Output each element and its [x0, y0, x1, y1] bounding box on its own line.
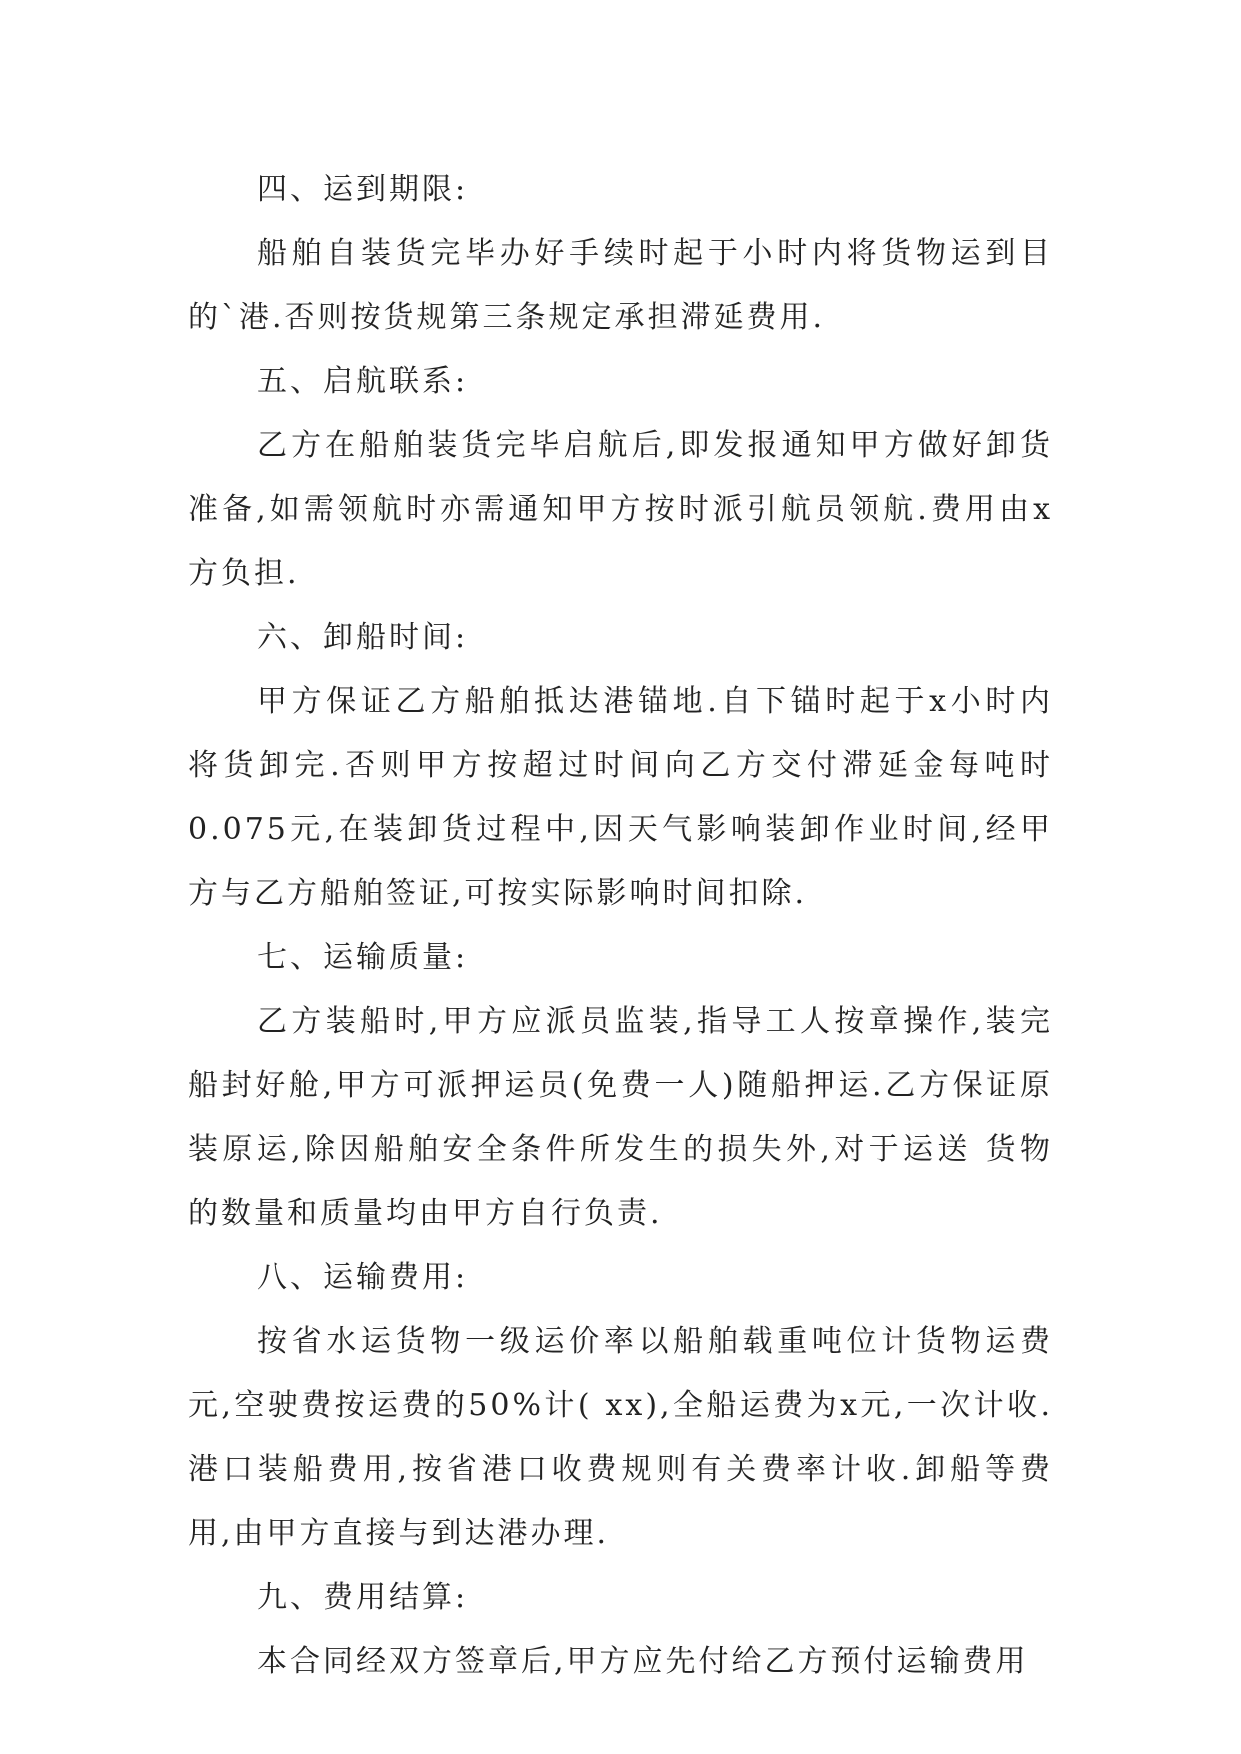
paragraph-line: 方与乙方船舶签证,可按实际影响时间扣除.	[188, 876, 808, 911]
paragraph-line: 甲方保证乙方船舶抵达港锚地.自下锚时起于x小时内	[257, 684, 1053, 719]
paragraph-line: 船舶自装货完毕办好手续时起于小时内将货物运到目	[257, 236, 1053, 271]
paragraph-line: 乙方在船舶装货完毕启航后,即发报通知甲方做好卸货	[257, 428, 1053, 463]
paragraph-line: 乙方装船时,甲方应派员监装,指导工人按章操作,装完	[257, 1004, 1053, 1039]
paragraph-line: 用,由甲方直接与到达港办理.	[188, 1516, 610, 1551]
paragraph-line: 准备,如需领航时亦需通知甲方按时派引航员领航.费用由x	[188, 492, 1053, 527]
paragraph-line: 港口装船费用,按省港口收费规则有关费率计收.卸船等费	[188, 1452, 1053, 1487]
section-heading: 九、费用结算:	[257, 1580, 469, 1615]
paragraph-line: 的`港.否则按货规第三条规定承担滞延费用.	[188, 300, 826, 335]
section-heading: 八、运输费用:	[257, 1260, 469, 1295]
section-heading: 四、运到期限:	[257, 172, 469, 207]
paragraph-line: 装原运,除因船舶安全条件所发生的损失外,对于运送 货物	[188, 1132, 1053, 1167]
paragraph-line: 将货卸完.否则甲方按超过时间向乙方交付滞延金每吨时	[188, 748, 1053, 783]
paragraph-line: 按省水运货物一级运价率以船舶载重吨位计货物运费	[257, 1324, 1053, 1359]
paragraph-line: 元,空驶费按运费的50%计( xx),全船运费为x元,一次计收.	[188, 1388, 1053, 1423]
paragraph-line: 0.075元,在装卸货过程中,因天气影响装卸作业时间,经甲	[188, 812, 1053, 847]
section-heading: 七、运输质量:	[257, 940, 469, 975]
section-heading: 五、启航联系:	[257, 364, 469, 399]
paragraph-line: 船封好舱,甲方可派押运员(免费一人)随船押运.乙方保证原	[188, 1068, 1053, 1103]
section-heading: 六、卸船时间:	[257, 620, 469, 655]
paragraph-line: 方负担.	[188, 556, 300, 591]
contract-text	[188, 158, 1053, 1694]
paragraph-line: 的数量和质量均由甲方自行负责.	[188, 1196, 663, 1231]
paragraph-line: 本合同经双方签章后,甲方应先付给乙方预付运输费用	[257, 1644, 1029, 1679]
